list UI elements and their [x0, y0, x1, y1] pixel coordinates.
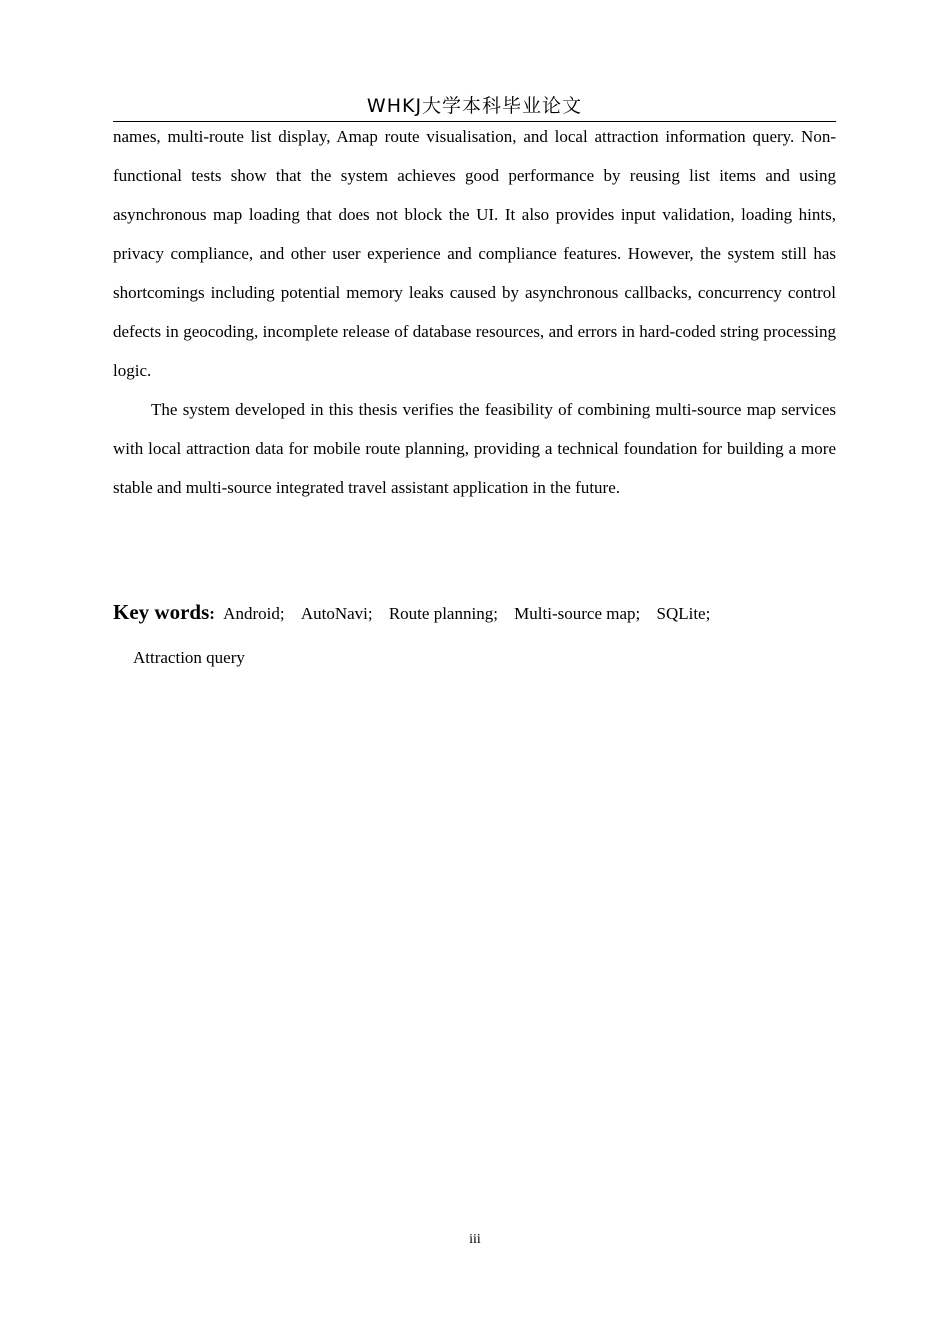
abstract-paragraph-2: The system developed in this thesis verifies the feasibility of combining multi-source map services with local attraction data for mobile route planning, providing a technical foundation for building a more stable and multi-source integrated travel assistant application in the future.	[113, 400, 836, 497]
keyword-term: AutoNavi;	[300, 604, 373, 623]
keyword-term: Multi-source map;	[514, 604, 641, 623]
keyword-term: Route planning;	[388, 604, 498, 623]
page-number: iii	[469, 1232, 481, 1247]
abstract-paragraph-1: names, multi-route list display, Amap route visualisation, and local attraction information query. Non-functional tests show that the system achieves good performance by reusing list items and using asynchronous map loading that does not block the UI. It also provides input validation, loading hints, privacy compliance, and other user experience and compliance features. However, the system still has shortcomings including potential memory leaks caused by asynchronous callbacks, concurrency control defects in geocoding, incomplete release of database resources, and errors in hard-coded string processing logic.	[113, 127, 836, 380]
abstract-body	[113, 117, 836, 507]
keywords-separator: :	[209, 604, 215, 623]
keywords-label: Key words	[113, 600, 210, 624]
keyword-term: Android;	[223, 604, 285, 623]
running-header: WHKJ大学本科毕业论文	[366, 95, 583, 117]
keyword-term: Attraction query	[133, 648, 245, 667]
keyword-term: SQLite;	[656, 604, 711, 623]
keywords-section	[113, 594, 836, 676]
